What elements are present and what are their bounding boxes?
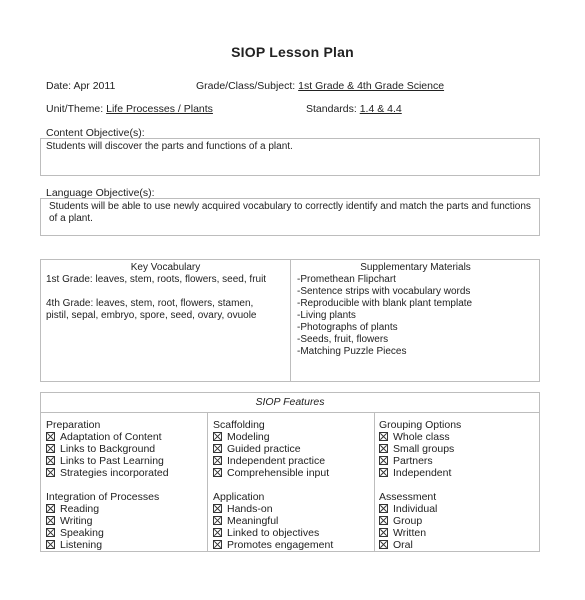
features-divider <box>207 412 208 551</box>
feature-item[interactable] <box>379 527 461 539</box>
checkbox-checked-icon[interactable] <box>213 504 222 513</box>
checkbox-checked-icon[interactable] <box>46 540 55 549</box>
checkbox-checked-icon[interactable] <box>379 528 388 537</box>
feature-group-scaffolding <box>213 419 333 479</box>
feature-item[interactable] <box>379 503 461 515</box>
checkbox-checked-icon[interactable] <box>46 504 55 513</box>
features-column-2 <box>213 419 333 551</box>
siop-features-title: SIOP Features <box>41 393 539 413</box>
checkbox-checked-icon[interactable] <box>46 528 55 537</box>
checkbox-checked-icon[interactable] <box>46 444 55 453</box>
feature-item-label: Independent practice <box>227 455 326 467</box>
features-column-3 <box>379 419 461 551</box>
checkbox-checked-icon[interactable] <box>46 432 55 441</box>
vocab-line <box>46 286 285 298</box>
feature-item-label: Comprehensible input <box>227 467 330 479</box>
feature-group-heading: Assessment <box>379 491 437 503</box>
feature-item-label: Guided practice <box>227 443 301 455</box>
feature-item-label: Links to Past Learning <box>60 455 164 467</box>
feature-item-label: Whole class <box>393 431 450 443</box>
key-vocabulary-cell <box>41 260 290 324</box>
content-objective-box <box>40 138 540 176</box>
feature-item[interactable] <box>379 539 461 551</box>
feature-item[interactable] <box>379 443 461 455</box>
feature-item-label: Links to Background <box>60 443 156 455</box>
feature-item-label: Listening <box>60 539 103 551</box>
feature-item-label: Hands-on <box>227 503 273 515</box>
grade-value: 1st Grade & 4th Grade Science <box>298 80 445 92</box>
checkbox-checked-icon[interactable] <box>379 432 388 441</box>
checkbox-checked-icon[interactable] <box>379 540 388 549</box>
feature-group-heading: Preparation <box>46 419 101 431</box>
checkbox-checked-icon[interactable] <box>379 444 388 453</box>
feature-item-label: Individual <box>393 503 438 515</box>
date-row <box>46 80 115 92</box>
feature-item[interactable] <box>46 431 169 443</box>
feature-item-label: Group <box>393 515 423 527</box>
feature-group-heading: Application <box>213 491 265 503</box>
feature-group-heading: Scaffolding <box>213 419 265 431</box>
checkbox-checked-icon[interactable] <box>213 528 222 537</box>
unit-row <box>46 103 213 115</box>
feature-item[interactable] <box>213 431 333 443</box>
feature-item-label: Meaningful <box>227 515 279 527</box>
content-objective-label: Content Objective(s): <box>46 127 145 139</box>
material-item: -Sentence strips with vocabulary words <box>297 286 471 297</box>
feature-item[interactable] <box>379 455 461 467</box>
feature-item[interactable] <box>379 515 461 527</box>
feature-item[interactable] <box>213 467 333 479</box>
checkbox-checked-icon[interactable] <box>379 516 388 525</box>
feature-item[interactable] <box>213 455 333 467</box>
language-objective-label: Language Objective(s): <box>46 187 155 199</box>
material-item: -Photographs of plants <box>297 322 398 333</box>
feature-group-integration <box>46 491 169 551</box>
checkbox-checked-icon[interactable] <box>213 432 222 441</box>
feature-item-label: Written <box>393 527 427 539</box>
feature-item-label: Strategies incorporated <box>60 467 169 479</box>
language-objective-text: Students will be able to use newly acquired vocabulary to correctly identify and match the parts and functions of a plant. <box>49 201 531 224</box>
feature-item-label: Adaptation of Content <box>60 431 162 443</box>
feature-item[interactable] <box>213 527 333 539</box>
feature-item[interactable] <box>213 539 333 551</box>
checkbox-checked-icon[interactable] <box>213 516 222 525</box>
content-objective-text: Students will discover the parts and functions of a plant. <box>46 141 293 152</box>
feature-item[interactable] <box>379 467 461 479</box>
unit-label: Unit/Theme: <box>46 103 104 115</box>
material-item: -Promethean Flipchart <box>297 274 396 285</box>
feature-item-label: Reading <box>60 503 100 515</box>
material-item: -Seeds, fruit, flowers <box>297 334 389 345</box>
checkbox-checked-icon[interactable] <box>213 540 222 549</box>
standards-label: Standards: <box>306 103 357 115</box>
checkbox-checked-icon[interactable] <box>46 516 55 525</box>
checkbox-checked-icon[interactable] <box>379 504 388 513</box>
language-objective-box <box>40 198 540 236</box>
checkbox-checked-icon[interactable] <box>46 456 55 465</box>
feature-group-heading: Integration of Processes <box>46 491 160 503</box>
feature-item[interactable] <box>213 503 333 515</box>
key-vocabulary-title: Key Vocabulary <box>130 262 201 273</box>
feature-group-grouping <box>379 419 461 479</box>
page-title: SIOP Lesson Plan <box>231 44 354 60</box>
feature-item-label: Oral <box>393 539 413 551</box>
feature-group-application <box>213 491 333 551</box>
checkbox-checked-icon[interactable] <box>213 468 222 477</box>
feature-item-label: Promotes engagement <box>227 539 334 551</box>
date-value: Apr 2011 <box>73 80 116 92</box>
feature-item[interactable] <box>213 443 333 455</box>
vocab-line: 4th Grade: leaves, stem, root, flowers, stamen, <box>46 298 254 309</box>
feature-item[interactable] <box>46 503 169 515</box>
material-item: -Reproducible with blank plant template <box>297 298 473 309</box>
vocab-line: pistil, sepal, embryo, spore, seed, ovary, ovuole <box>46 310 257 321</box>
unit-value: Life Processes / Plants <box>106 103 213 115</box>
feature-item[interactable] <box>46 515 169 527</box>
materials-cell <box>291 260 540 360</box>
feature-item-label: Modeling <box>227 431 270 443</box>
grade-label: Grade/Class/Subject: <box>196 80 296 92</box>
checkbox-checked-icon[interactable] <box>213 444 222 453</box>
feature-item[interactable] <box>213 515 333 527</box>
feature-item-label: Linked to objectives <box>227 527 320 539</box>
siop-features-table <box>40 392 540 552</box>
feature-group-heading: Grouping Options <box>379 419 462 431</box>
materials-title: Supplementary Materials <box>360 262 471 273</box>
features-divider <box>374 412 375 551</box>
feature-item-label: Small groups <box>393 443 455 455</box>
key-vocabulary-list <box>41 274 290 324</box>
material-item: -Living plants <box>297 310 356 321</box>
checkbox-checked-icon[interactable] <box>379 468 388 477</box>
material-item: -Matching Puzzle Pieces <box>297 346 407 357</box>
vocab-materials-table <box>40 259 540 382</box>
checkbox-checked-icon[interactable] <box>213 456 222 465</box>
vocab-line: 1st Grade: leaves, stem, roots, flowers, seed, fruit <box>46 274 267 285</box>
feature-item-label: Partners <box>393 455 433 467</box>
feature-item[interactable] <box>379 431 461 443</box>
feature-item-label: Independent <box>393 467 452 479</box>
feature-item[interactable] <box>46 527 169 539</box>
grade-row <box>196 80 444 92</box>
feature-item[interactable] <box>46 539 169 551</box>
feature-item[interactable] <box>46 467 169 479</box>
materials-list <box>291 274 540 360</box>
feature-item[interactable] <box>46 455 169 467</box>
checkbox-checked-icon[interactable] <box>46 468 55 477</box>
standards-value: 1.4 & 4.4 <box>359 103 402 115</box>
feature-item[interactable] <box>46 443 169 455</box>
feature-item-label: Speaking <box>60 527 104 539</box>
features-column-1 <box>46 419 169 551</box>
feature-group-assessment <box>379 491 461 551</box>
checkbox-checked-icon[interactable] <box>379 456 388 465</box>
feature-group-preparation <box>46 419 169 479</box>
standards-row <box>306 103 402 115</box>
date-label: Date: <box>46 80 72 92</box>
feature-item-label: Writing <box>60 515 93 527</box>
